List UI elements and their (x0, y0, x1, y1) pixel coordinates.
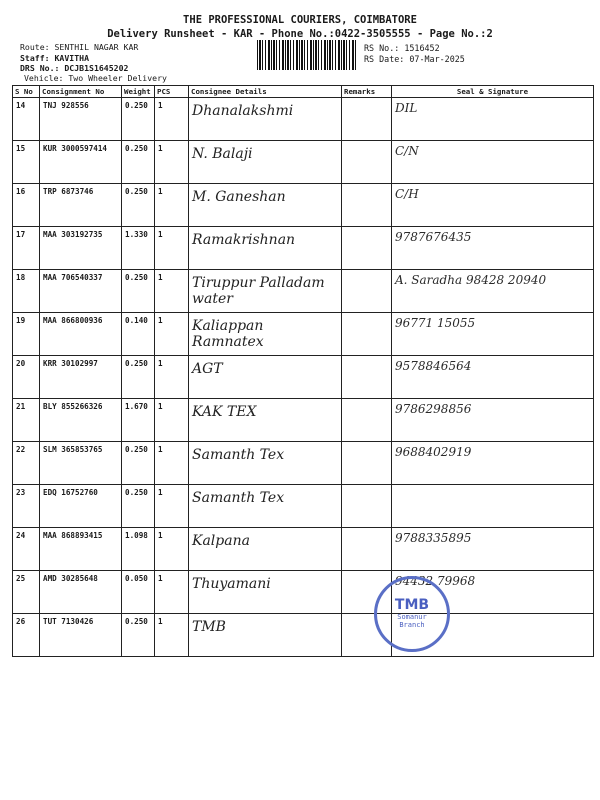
row-consignee (189, 227, 342, 270)
table-header-row (13, 86, 594, 98)
row-consignee-text: TMB (192, 619, 226, 635)
row-consignment-no-text: TRP 6873746 (43, 187, 94, 196)
row-weight (122, 614, 155, 657)
row-pcs (155, 141, 189, 184)
row-sno-text: 21 (16, 402, 26, 411)
row-remarks (342, 270, 392, 313)
row-sno (13, 227, 40, 270)
row-pcs-text: 1 (158, 402, 163, 411)
row-weight-text: 1.670 (125, 402, 148, 411)
row-sno-text: 18 (16, 273, 26, 282)
header-right (364, 43, 465, 64)
row-sno (13, 442, 40, 485)
stamp-line2: Branch (399, 621, 425, 629)
row-pcs-text: 1 (158, 531, 163, 540)
table-row (13, 141, 594, 184)
row-remarks (342, 485, 392, 528)
vehicle-label: Vehicle: Two Wheeler Delivery (24, 73, 167, 83)
row-pcs-text: 1 (158, 617, 163, 626)
row-pcs (155, 399, 189, 442)
row-signature (392, 98, 594, 141)
row-weight-text: 0.250 (125, 101, 148, 110)
row-signature-text: DIL (395, 101, 418, 115)
table-row (13, 614, 594, 657)
row-sno (13, 184, 40, 227)
row-pcs-text: 1 (158, 574, 163, 583)
row-pcs (155, 313, 189, 356)
row-signature-text: 9688402919 (395, 445, 472, 459)
row-weight-text: 1.098 (125, 531, 148, 540)
row-consignment-no-text: MAA 866800936 (43, 316, 103, 325)
row-consignee (189, 571, 342, 614)
row-sno-text: 24 (16, 531, 26, 540)
row-pcs-text: 1 (158, 488, 163, 497)
row-signature-text: A. Saradha 98428 20940 (395, 273, 547, 287)
table-row (13, 270, 594, 313)
row-pcs (155, 98, 189, 141)
table-row (13, 528, 594, 571)
row-consignment-no-text: MAA 706540337 (43, 273, 103, 282)
row-pcs (155, 571, 189, 614)
bank-stamp (374, 576, 450, 652)
row-sno-text: 14 (16, 101, 26, 110)
rs-date-label: RS Date: 07-Mar-2025 (364, 53, 465, 64)
row-pcs-text: 1 (158, 445, 163, 454)
row-pcs-text: 1 (158, 359, 163, 368)
row-pcs (155, 184, 189, 227)
row-consignment-no-text: KUR 3000597414 (43, 144, 108, 153)
row-signature (392, 485, 594, 528)
row-consignee-text: Kaliappan Ramnatex (192, 318, 264, 350)
row-consignment-no (40, 98, 122, 141)
row-remarks (342, 313, 392, 356)
route-label: Route: SENTHIL NAGAR KAR (20, 42, 139, 52)
row-signature (392, 528, 594, 571)
row-consignee (189, 356, 342, 399)
row-consignee-text: Samanth Tex (192, 447, 285, 463)
row-pcs-text: 1 (158, 316, 163, 325)
row-weight-text: 1.330 (125, 230, 148, 239)
table-row (13, 399, 594, 442)
col-consignment: Consignment No (40, 86, 122, 98)
row-signature (392, 184, 594, 227)
row-sno-text: 23 (16, 488, 26, 497)
row-sno (13, 270, 40, 313)
row-remarks (342, 227, 392, 270)
row-weight (122, 399, 155, 442)
row-consignment-no (40, 356, 122, 399)
row-consignment-no-text: TUT 7130426 (43, 617, 94, 626)
row-consignee (189, 270, 342, 313)
row-pcs-text: 1 (158, 187, 163, 196)
row-weight (122, 485, 155, 528)
row-consignee (189, 399, 342, 442)
row-remarks (342, 356, 392, 399)
row-sno (13, 399, 40, 442)
row-consignment-no-text: TNJ 928556 (43, 101, 89, 110)
row-weight (122, 184, 155, 227)
row-weight-text: 0.140 (125, 316, 148, 325)
row-weight (122, 227, 155, 270)
row-consignee-text: Thuyamani (192, 576, 271, 592)
row-consignment-no (40, 313, 122, 356)
row-consignee-text: N. Balaji (192, 146, 253, 162)
row-sno-text: 22 (16, 445, 26, 454)
row-consignee (189, 442, 342, 485)
row-sno (13, 614, 40, 657)
col-seal: Seal & Signature (392, 86, 594, 98)
col-pcs: PCS (155, 86, 189, 98)
row-consignee-text: AGT (192, 361, 223, 377)
row-consignee (189, 614, 342, 657)
row-weight (122, 528, 155, 571)
row-sno-text: 19 (16, 316, 26, 325)
row-pcs (155, 270, 189, 313)
row-consignee (189, 184, 342, 227)
row-signature (392, 399, 594, 442)
runsheet-title: Delivery Runsheet - KAR - Phone No.:0422-3505555 - Page No.:2 (107, 28, 493, 40)
row-pcs-text: 1 (158, 101, 163, 110)
col-weight: Weight (122, 86, 155, 98)
row-consignee-text: Ramakrishnan (192, 232, 296, 248)
row-consignment-no (40, 614, 122, 657)
drs-label: DRS No.: DCJB1S1645202 (20, 63, 129, 73)
row-consignment-no-text: SLM 365853765 (43, 445, 103, 454)
row-signature-text: 9578846564 (395, 359, 472, 373)
row-pcs (155, 442, 189, 485)
row-consignment-no-text: MAA 303192735 (43, 230, 103, 239)
row-consignment-no (40, 571, 122, 614)
row-pcs (155, 614, 189, 657)
row-remarks (342, 528, 392, 571)
row-weight-text: 0.250 (125, 617, 148, 626)
staff-label: Staff: KAVITHA (20, 52, 90, 63)
row-consignment-no (40, 485, 122, 528)
table-row (13, 571, 594, 614)
row-consignee-text: Samanth Tex (192, 490, 285, 506)
row-signature (392, 442, 594, 485)
row-consignment-no (40, 399, 122, 442)
row-consignee (189, 528, 342, 571)
row-signature (392, 313, 594, 356)
company-title: THE PROFESSIONAL COURIERS, COIMBATORE (183, 14, 417, 26)
table-row (13, 184, 594, 227)
row-weight-text: 0.250 (125, 144, 148, 153)
row-sno (13, 141, 40, 184)
row-weight (122, 313, 155, 356)
row-sno (13, 98, 40, 141)
row-signature (392, 270, 594, 313)
row-pcs-text: 1 (158, 144, 163, 153)
row-sno-text: 20 (16, 359, 26, 368)
row-pcs (155, 485, 189, 528)
row-consignee-text: Kalpana (192, 533, 250, 549)
row-signature-text: 9786298856 (395, 402, 472, 416)
row-consignment-no-text: BLY 855266326 (43, 402, 103, 411)
row-sno (13, 485, 40, 528)
row-sno-text: 17 (16, 230, 26, 239)
table-row (13, 313, 594, 356)
row-consignment-no (40, 270, 122, 313)
stamp-logo: TMB (394, 597, 430, 613)
table-row (13, 356, 594, 399)
row-consignee-text: KAK TEX (192, 404, 257, 420)
header-left (20, 42, 138, 74)
row-signature-text: C/N (395, 144, 419, 158)
row-signature (392, 141, 594, 184)
row-sno (13, 571, 40, 614)
row-consignment-no (40, 528, 122, 571)
row-remarks (342, 141, 392, 184)
row-consignment-no (40, 227, 122, 270)
rs-no-label: RS No.: 1516452 (364, 43, 440, 53)
row-consignment-no (40, 141, 122, 184)
row-remarks (342, 399, 392, 442)
row-weight (122, 98, 155, 141)
row-pcs-text: 1 (158, 273, 163, 282)
row-consignment-no (40, 184, 122, 227)
col-consignee: Consignee Details (189, 86, 342, 98)
row-weight-text: 0.050 (125, 574, 148, 583)
barcode-image (257, 40, 357, 70)
row-consignee-text: Tiruppur Palladam water (192, 275, 325, 307)
row-sno (13, 528, 40, 571)
runsheet-table (12, 85, 594, 657)
row-consignee (189, 313, 342, 356)
row-consignment-no-text: AMD 30285648 (43, 574, 98, 583)
row-sno (13, 356, 40, 399)
row-consignment-no-text: MAA 868893415 (43, 531, 103, 540)
row-signature (392, 356, 594, 399)
row-signature-text: 96771 15055 (395, 316, 476, 330)
row-consignment-no-text: KRR 30102997 (43, 359, 98, 368)
row-weight (122, 571, 155, 614)
col-remarks: Remarks (342, 86, 392, 98)
row-consignment-no (40, 442, 122, 485)
row-weight-text: 0.250 (125, 359, 148, 368)
table-row (13, 442, 594, 485)
row-weight-text: 0.250 (125, 445, 148, 454)
row-weight (122, 356, 155, 399)
row-signature-text: 9788335895 (395, 531, 472, 545)
row-pcs-text: 1 (158, 230, 163, 239)
row-weight (122, 270, 155, 313)
row-consignee (189, 141, 342, 184)
row-sno-text: 15 (16, 144, 26, 153)
row-sno-text: 26 (16, 617, 26, 626)
row-weight-text: 0.250 (125, 187, 148, 196)
row-consignee-text: Dhanalakshmi (192, 103, 294, 119)
row-weight-text: 0.250 (125, 488, 148, 497)
row-sno-text: 25 (16, 574, 26, 583)
stamp-line1: Somanur (397, 613, 427, 621)
row-signature-text: 9787676435 (395, 230, 472, 244)
row-signature-text: C/H (395, 187, 419, 201)
table-row (13, 227, 594, 270)
row-weight (122, 141, 155, 184)
row-weight (122, 442, 155, 485)
row-sno-text: 16 (16, 187, 26, 196)
row-pcs (155, 356, 189, 399)
table-row (13, 98, 594, 141)
row-weight-text: 0.250 (125, 273, 148, 282)
row-consignee (189, 98, 342, 141)
row-remarks (342, 98, 392, 141)
row-consignee (189, 485, 342, 528)
row-consignee-text: M. Ganeshan (192, 189, 286, 205)
table-row (13, 485, 594, 528)
row-pcs (155, 528, 189, 571)
row-sno (13, 313, 40, 356)
row-pcs (155, 227, 189, 270)
row-signature (392, 227, 594, 270)
row-consignment-no-text: EDQ 16752760 (43, 488, 98, 497)
col-sno: S No (13, 86, 40, 98)
row-remarks (342, 442, 392, 485)
row-signature-text: 94432 79968 (395, 574, 476, 588)
row-remarks (342, 184, 392, 227)
